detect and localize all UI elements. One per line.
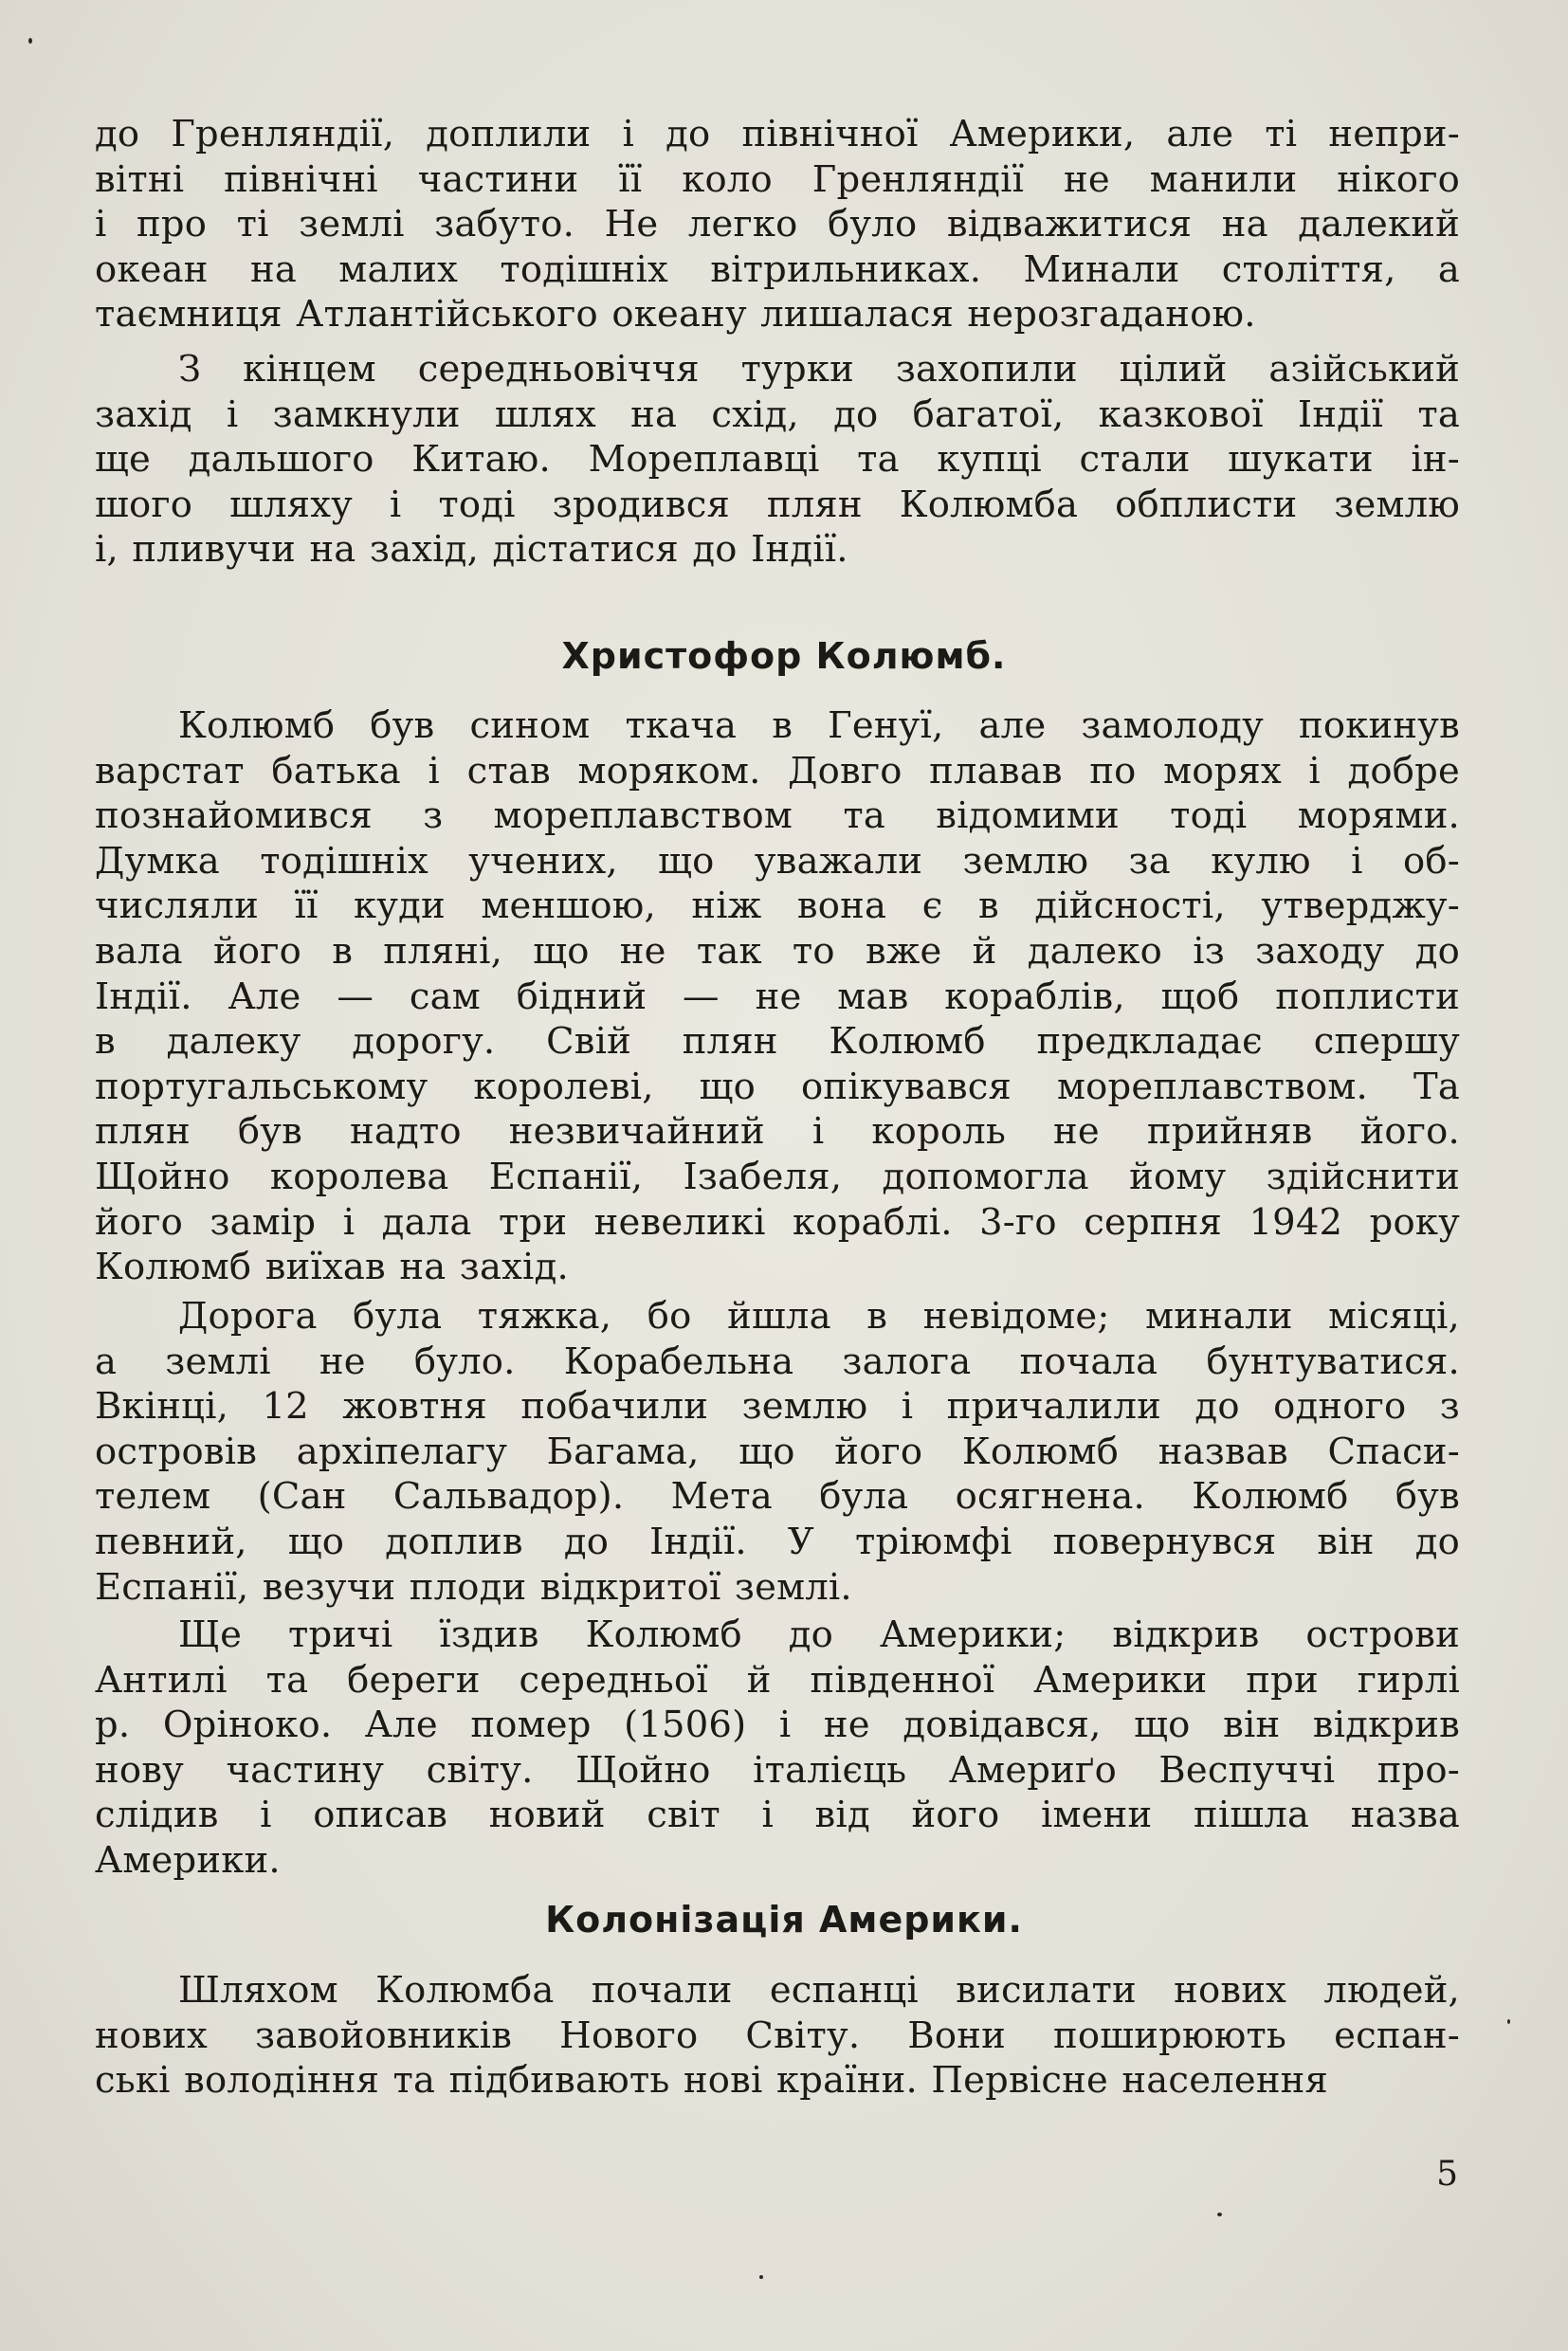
text-line: Вкінці, 12 жовтня побачили землю і причалили до одного з: [95, 1385, 1460, 1429]
text-line: до Гренляндії, доплили і до північної Америки, але ті непри-: [95, 113, 1460, 155]
text-line: телем (Сан Сальвадор). Мета була осягнена. Колюмб був: [95, 1475, 1460, 1519]
text-line: шого шляху і тоді зродився плян Колюмба обплисти землю: [95, 483, 1460, 526]
text-line: плян був надто незвичайний і король не прийняв його.: [95, 1110, 1460, 1154]
text-line: його замір і дала три невеликі кораблі. 3-го серпня 1942 року: [95, 1200, 1460, 1244]
text-line: Щойно королева Еспанії, Ізабеля, допомогла йому здійснити: [95, 1155, 1460, 1198]
paragraph-voyage: [95, 1294, 1460, 1610]
paragraph-columbus-bio: [95, 703, 1460, 1290]
text-line: Америки.: [95, 1838, 281, 1882]
text-line: таємниця Атлантійського океану лишалася нерозгаданою.: [95, 293, 1256, 337]
text-line: і про ті землі забуто. Не легко було відважитися на далекий: [95, 203, 1460, 246]
text-line: і, пливучи на захід, дістатися до Індії.: [95, 528, 848, 572]
text-line: варстат батька і став моряком. Довго плавав по морях і добре: [95, 749, 1460, 793]
text-line: р. Оріноко. Але помер (1506) і не довідався, що він відкрив: [95, 1704, 1460, 1747]
paragraph-later-voyages: [95, 1613, 1460, 1884]
paragraph-turks-route: [95, 347, 1460, 573]
text-line: вала його в пляні, що не так то вже й далеко із заходу до: [95, 929, 1460, 973]
text-line: Думка тодішніх учених, що уважали землю за кулю і об-: [95, 839, 1460, 883]
text-line: ські володіння та підбивають нові країни. Первісне населення: [95, 2059, 1329, 2103]
text-line: Індії. Але — сам бідний — не мав кораблів, щоб поплисти: [95, 975, 1460, 1018]
text-line: Шляхом Колюмба почали еспанці висилати нових людей,: [178, 1969, 1460, 2012]
text-line: океан на малих тодішніх вітрильниках. Минали століття, а: [95, 247, 1460, 291]
page-number: 5: [1436, 2155, 1458, 2194]
scan-speck: [1217, 2213, 1222, 2216]
heading-colonization: Колонізація Америки.: [545, 1899, 1023, 1941]
text-line: островів архіпелагу Багама, що його Колюмб назвав Спаси-: [95, 1430, 1460, 1473]
text-line: числяли її куди меншою, ніж вона є в дійсності, утверджу-: [95, 884, 1460, 928]
text-line: певний, що доплив до Індії. У тріюмфі повернувся він до: [95, 1520, 1460, 1563]
text-line: Колюмб був сином ткача в Генуї, але замолоду покинув: [178, 704, 1460, 747]
text-line: нову частину світу. Щойно італієць Америґо Веспуччі про-: [95, 1748, 1460, 1792]
text-line: Антилі та береги середньої й південної Америки при гирлі: [95, 1658, 1460, 1702]
scan-speck: [28, 38, 32, 44]
text-line: познайомився з мореплавством та відомими тоді морями.: [95, 794, 1460, 838]
text-line: захід і замкнули шлях на схід, до багатої, казкової Індії та: [95, 392, 1460, 436]
text-line: в далеку дорогу. Свій плян Колюмб предкладає спершу: [95, 1020, 1460, 1064]
text-line: слідив і описав новий світ і від його імени пішла назва: [95, 1794, 1460, 1837]
text-line: Колюмб виїхав на захід.: [95, 1246, 569, 1289]
paragraph-colonization: [95, 1968, 1460, 2104]
text-line: ще дальшого Китаю. Мореплавці та купці стали шукати ін-: [95, 438, 1460, 482]
text-line: а землі не було. Корабельна залога почала бунтуватися.: [95, 1340, 1460, 1383]
paragraph-greenland: [95, 112, 1460, 337]
text-line: Дорога була тяжка, бо йшла в невідоме; минали місяці,: [178, 1295, 1460, 1338]
text-line: З кінцем середньовіччя турки захопили цілий азійський: [178, 348, 1460, 391]
text-line: португальському королеві, що опікувався мореплавством. Та: [95, 1065, 1460, 1108]
text-line: вітні північні частини її коло Гренляндії не манили нікого: [95, 157, 1460, 201]
text-line: Ще тричі їздив Колюмб до Америки; відкрив острови: [178, 1613, 1460, 1656]
heading-christopher-columbus: Христофор Колюмб.: [561, 635, 1007, 677]
scan-speck: [759, 2275, 763, 2279]
scan-speck: [1507, 2019, 1510, 2024]
text-line: Еспанії, везучи плоди відкритої землі.: [95, 1565, 852, 1609]
text-line: нових завойовників Нового Світу. Вони поширюють еспан-: [95, 2014, 1460, 2057]
